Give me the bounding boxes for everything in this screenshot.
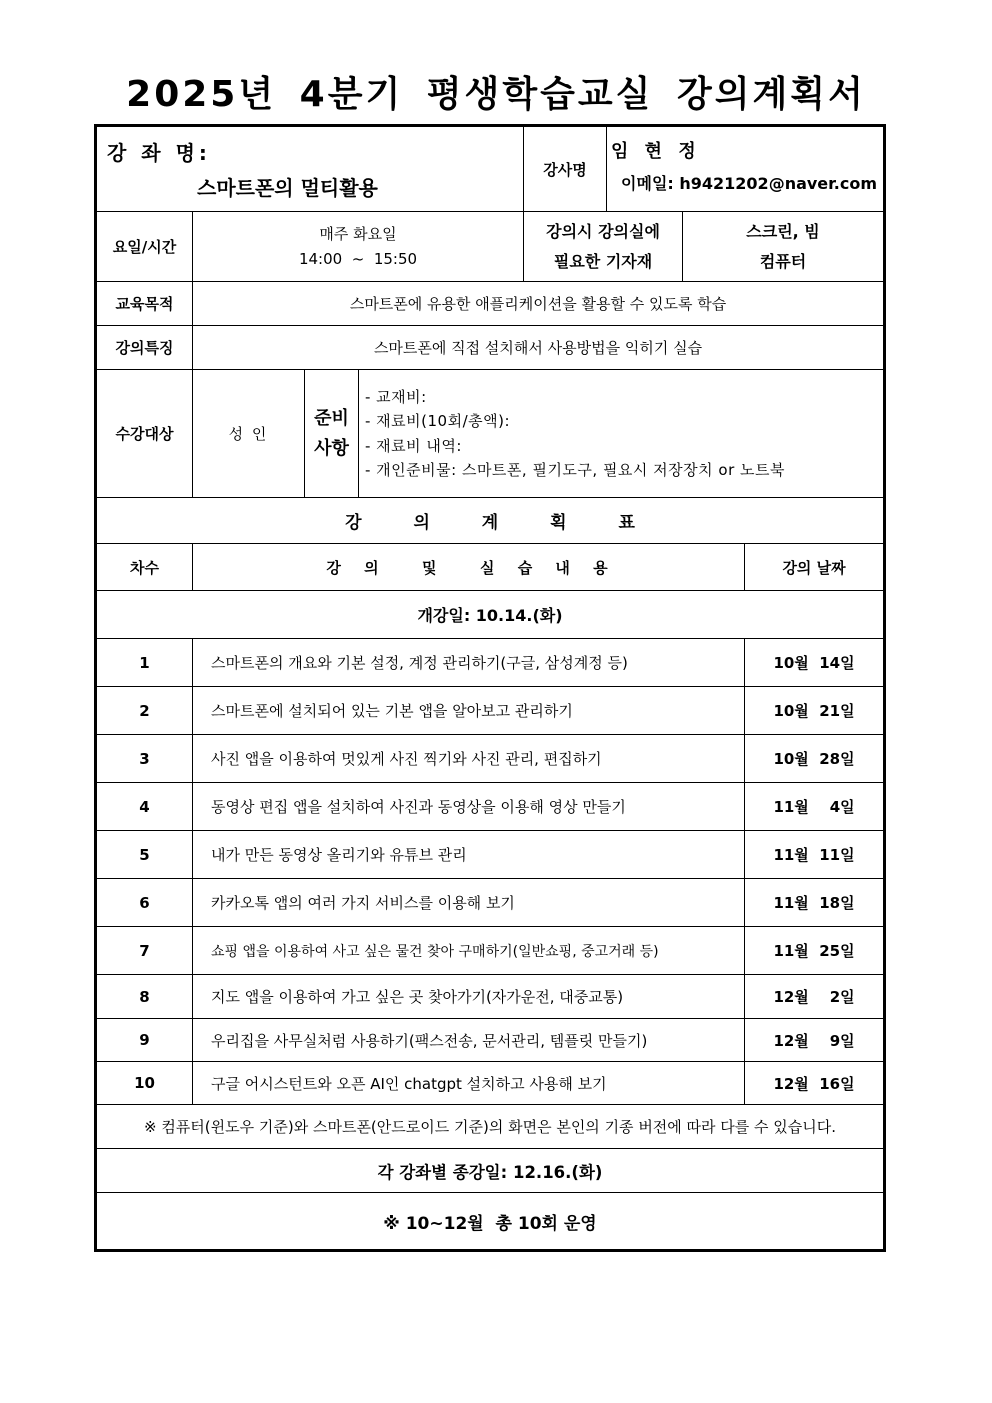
feature-text: 스마트폰에 직접 설치해서 사용방법을 익히기 실습: [193, 326, 885, 370]
lesson-date: 12월 9일: [745, 1019, 885, 1062]
lesson-content: 스마트폰에 설치되어 있는 기본 앱을 알아보고 관리하기: [193, 687, 745, 735]
table-row: [96, 735, 885, 783]
lecture-plan-table: [94, 124, 886, 1252]
prep-item: - 재료비 내역:: [365, 436, 462, 455]
course-cell: [96, 126, 524, 212]
lesson-no: 2: [96, 687, 193, 735]
table-row: [96, 1019, 885, 1062]
instructor-email: 이메일: h9421202@naver.com: [621, 174, 877, 193]
course-row: [96, 126, 885, 212]
prep-label-2: 사항: [314, 437, 349, 459]
equipment-cell: [683, 212, 885, 282]
schedule-label: 요일/시간: [96, 212, 193, 282]
lesson-content: 동영상 편집 앱을 설치하여 사진과 동영상을 이용해 영상 만들기: [193, 783, 745, 831]
lesson-content: 지도 앱을 이용하여 가고 싶은 곳 찾아가기(자가운전, 대중교통): [193, 975, 745, 1019]
feature-label: 강의특징: [96, 326, 193, 370]
header-content: 강 의 및 실 습 내 용: [193, 544, 745, 591]
lesson-no: 8: [96, 975, 193, 1019]
target-row: [96, 370, 885, 498]
course-label: 강 좌 명:: [107, 141, 211, 165]
lesson-date: 11월 4일: [745, 783, 885, 831]
header-date: 강의 날짜: [745, 544, 885, 591]
lesson-content: 사진 앱을 이용하여 멋있게 사진 찍기와 사진 관리, 편집하기: [193, 735, 745, 783]
feature-row: [96, 326, 885, 370]
table-row: [96, 783, 885, 831]
table-row: [96, 879, 885, 927]
table-row: [96, 831, 885, 879]
table-row: [96, 1062, 885, 1105]
target-value: 성 인: [193, 370, 305, 498]
course-name: 스마트폰의 멀티활용: [197, 176, 378, 200]
note-row: [96, 1105, 885, 1149]
goal-text: 스마트폰에 유용한 애플리케이션을 활용할 수 있도록 학습: [193, 282, 885, 326]
lesson-content: 스마트폰의 개요와 기본 설정, 계정 관리하기(구글, 삼성계정 등): [193, 639, 745, 687]
lesson-no: 1: [96, 639, 193, 687]
schedule-time: 14:00 ~ 15:50: [298, 249, 418, 268]
target-label: 수강대상: [96, 370, 193, 498]
equipment-2: 컴퓨터: [759, 251, 807, 271]
lesson-content: 내가 만든 동영상 올리기와 유튜브 관리: [193, 831, 745, 879]
lesson-no: 5: [96, 831, 193, 879]
schedule-cell: [193, 212, 524, 282]
lesson-date: 11월 18일: [745, 879, 885, 927]
lesson-no: 9: [96, 1019, 193, 1062]
goal-row: [96, 282, 885, 326]
table-row: [96, 639, 885, 687]
note-text: ※ 컴퓨터(윈도우 기준)와 스마트폰(안드로이드 기준)의 화면은 본인의 기종 버전에 따라 다를 수 있습니다.: [96, 1105, 885, 1149]
table-row: [96, 687, 885, 735]
lesson-date: 10월 28일: [745, 735, 885, 783]
lesson-no: 3: [96, 735, 193, 783]
closing-date: 각 강좌별 종강일: 12.16.(화): [96, 1149, 885, 1193]
lesson-no: 7: [96, 927, 193, 975]
lesson-no: 6: [96, 879, 193, 927]
lesson-no: 4: [96, 783, 193, 831]
equipment-label-1: 강의시 강의실에: [546, 221, 660, 241]
lesson-content: 쇼핑 앱을 이용하여 사고 싶은 물건 찾아 구매하기(일반쇼핑, 중고거래 등): [193, 927, 745, 975]
lesson-date: 12월 16일: [745, 1062, 885, 1105]
instructor-name: 임 현 정: [611, 141, 701, 162]
lesson-date: 11월 11일: [745, 831, 885, 879]
equipment-1: 스크린, 빔: [746, 221, 820, 241]
lesson-content: 카카오톡 앱의 여러 가지 서비스를 이용해 보기: [193, 879, 745, 927]
header-no: 차수: [96, 544, 193, 591]
plan-header-row: [96, 544, 885, 591]
instructor-cell: [607, 126, 885, 212]
prep-item: - 교재비:: [365, 387, 427, 406]
table-row: [96, 975, 885, 1019]
page-title: 2025년 4분기 평생학습교실 강의계획서: [126, 74, 866, 115]
prep-item: - 재료비(10회/총액):: [365, 412, 511, 430]
equipment-label: [524, 212, 683, 282]
lesson-date: 12월 2일: [745, 975, 885, 1019]
prep-label: [305, 370, 359, 498]
opening-date: 개강일: 10.14.(화): [96, 591, 885, 639]
table-row: [96, 927, 885, 975]
prep-item: - 개인준비물: 스마트폰, 필기도구, 필요시 저장장치 or 노트북: [365, 461, 785, 479]
lesson-content: 우리집을 사무실처럼 사용하기(팩스전송, 문서관리, 템플릿 만들기): [193, 1019, 745, 1062]
equipment-label-2: 필요한 기자재: [553, 251, 653, 271]
plan-title-row: [96, 498, 885, 544]
schedule-row: [96, 212, 885, 282]
schedule-day: 매주 화요일: [319, 224, 397, 243]
lesson-date: 10월 14일: [745, 639, 885, 687]
lesson-date: 11월 25일: [745, 927, 885, 975]
lesson-content: 구글 어시스턴트와 오픈 AI인 chatgpt 설치하고 사용해 보기: [193, 1062, 745, 1105]
total-sessions: ※ 10~12월 총 10회 운영: [96, 1193, 885, 1251]
opening-row: [96, 591, 885, 639]
lesson-date: 10월 21일: [745, 687, 885, 735]
prep-label-1: 준비: [314, 407, 349, 429]
plan-title: 강 의 계 획 표: [96, 498, 885, 544]
closing-row: [96, 1149, 885, 1193]
lesson-no: 10: [96, 1062, 193, 1105]
instructor-label: 강사명: [524, 126, 607, 212]
goal-label: 교육목적: [96, 282, 193, 326]
total-row: [96, 1193, 885, 1251]
prep-list: [359, 370, 885, 498]
